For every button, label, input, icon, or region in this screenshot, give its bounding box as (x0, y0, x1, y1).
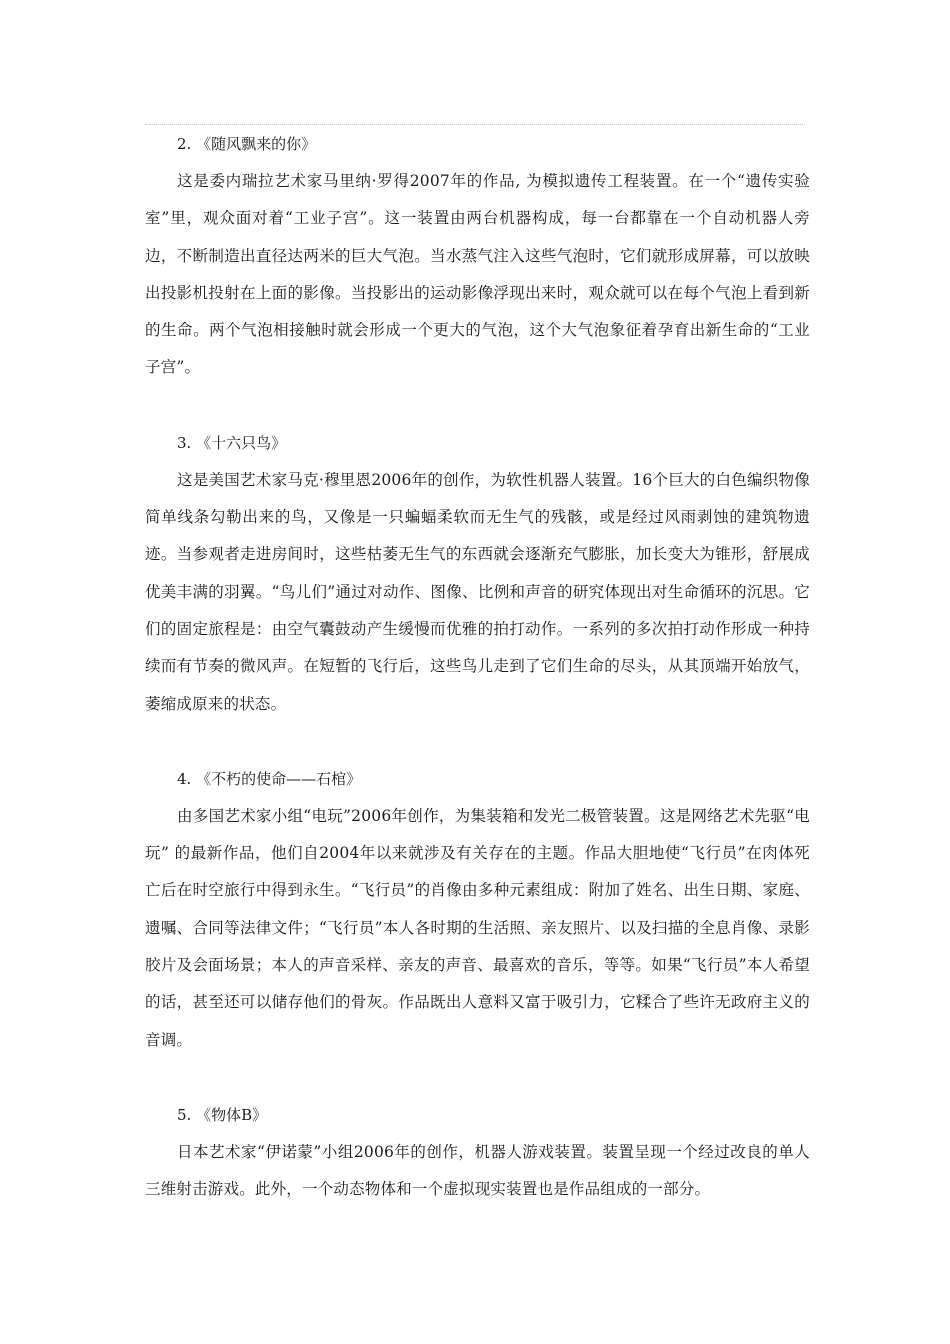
section-heading: 2. 《随风飘来的你》 (177, 135, 317, 153)
document-body (145, 126, 810, 1209)
section-paragraph: 由多国艺术家小组“电玩”2006年创作，为集装箱和发光二极管装置。这是网络艺术先驱“电玩” 的最新作品，他们自2004年以来就涉及有关存在的主题。作品大胆地使“飞行员”在肉体死亡后在时空旅行中得到永生。“飞行员”的肖像由多种元素组成：附加了姓名、出生日期、家庭、遗嘱、合同等法律文件；“飞行员”本人各时期的生活照、亲友照片、以及扫描的全息肖像、录影胶片及会面场景；本人的声音采样、亲友的声音、最喜欢的音乐，等等。如果“飞行员”本人希望的话，甚至还可以储存他们的骨灰。作品既出人意料又富于吸引力，它糅合了些许无政府主义的音调。 (145, 806, 810, 1049)
section-heading: 5. 《物体B》 (177, 1105, 268, 1124)
section-heading: 3. 《十六只鸟》 (177, 433, 287, 452)
section-heading: 4. 《不朽的使命——石棺》 (177, 769, 362, 788)
section-paragraph: 这是美国艺术家马克·穆里恩2006年的创作，为软性机器人装置。16个巨大的白色编织物像简单线条勾勒出来的鸟，又像是一只蝙蝠柔软而无生气的残骸，或是经过风雨剥蚀的建筑物遗迹。当参观者走进房间时，这些枯萎无生气的东西就会逐渐充气膨胀，加长变大为锥形，舒展成优美丰满的羽翼。“鸟儿们”通过对动作、图像、比例和声音的研究体现出对生命循环的沉思。它们的固定旅程是：由空气囊鼓动产生缓慢而优雅的拍打动作。一系列的多次拍打动作形成一种持续而有节奏的微风声。在短暂的飞行后，这些鸟儿走到了它们生命的尽头，从其顶端开始放气，萎缩成原来的状态。 (145, 470, 810, 713)
section-object-b (145, 1097, 810, 1209)
section-paragraph: 这是委内瑞拉艺术家马里纳·罗得2007年的作品, 为模拟遗传工程装置。在一个“遗传实验室”里，观众面对着“工业子宫”。这一装置由两台机器构成，每一台都靠在一个自动机器人旁边，不断制造出直径达两米的巨大气泡。当水蒸气注入这些气泡时，它们就形成屏幕，可以放映出投影机投射在上面的影像。当投影出的运动影像浮现出来时，观众就可以在每个气泡上看到新的生命。两个气泡相接触时就会形成一个更大的气泡，这个大气泡象征着孕育出新生命的“工业子宫”。 (145, 172, 810, 377)
section-paragraph: 日本艺术家“伊诺蒙”小组2006年的创作，机器人游戏装置。装置呈现一个经过改良的单人三维射击游戏。此外，一个动态物体和一个虚拟现实装置也是作品组成的一部分。 (145, 1142, 810, 1199)
section-sarcophagus (145, 761, 810, 1059)
section-sixteen-birds (145, 425, 810, 723)
section-random-wind (145, 126, 810, 387)
top-divider (145, 124, 805, 125)
